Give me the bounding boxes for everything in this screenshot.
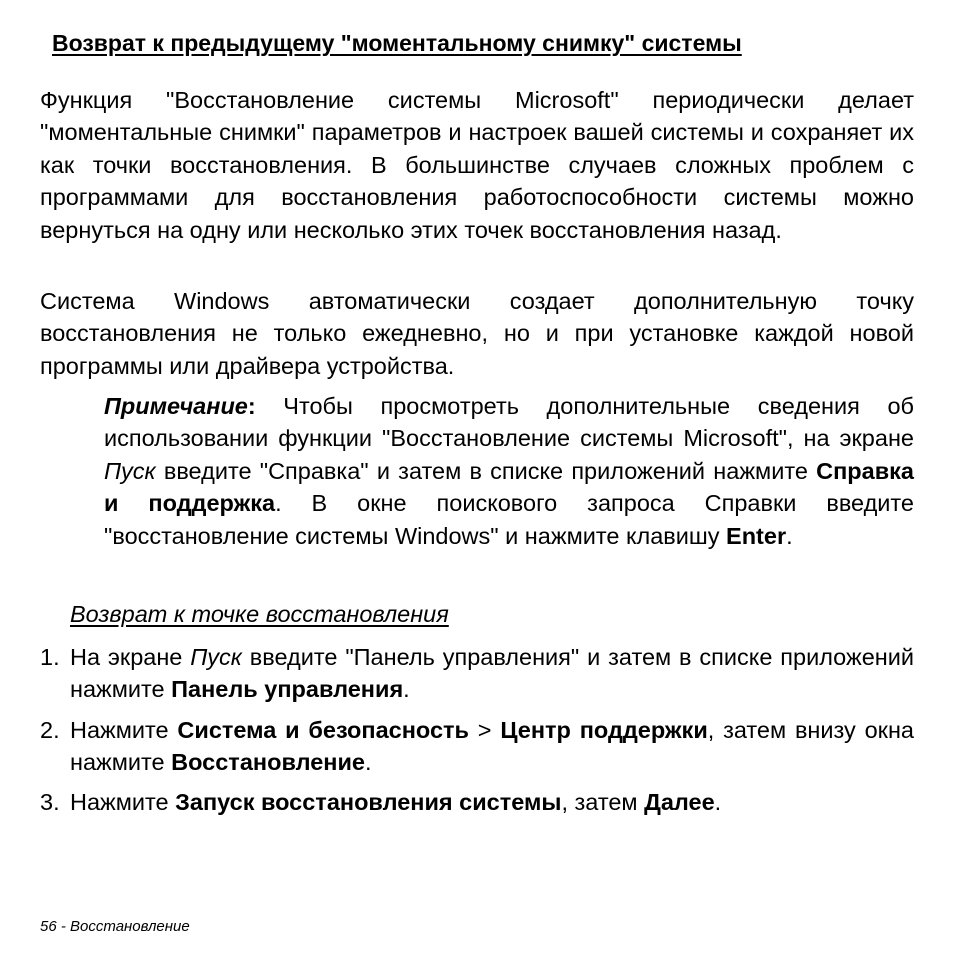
step-number: 3. [40,789,60,815]
enter-key-ref: Enter [726,522,787,549]
restore-point-subheading: Возврат к точке восстановления [70,601,449,627]
page-title: Возврат к предыдущему "моментальному снимку" системы [52,30,742,56]
intro-paragraph: Функция "Восстановление системы Microsoft" периодически делает "моментальные снимки" параметров и настроек вашей системы и сохраняет их как точки восстановления. В большинстве случаев сложных проблем с программами для восстановления работоспособности системы можно вернуться на одну или несколько этих точек восстановления назад. [40,87,914,243]
step-number: 2. [40,717,60,743]
note-label: Примечание [104,393,248,419]
step-1 [40,641,914,706]
step-number: 1. [40,644,60,670]
step-3 [40,786,914,818]
help-support-ref: Справка и поддержка [104,457,914,517]
step-text: Нажмите Запуск восстановления системы, затем Далее. [70,789,722,815]
note-block: Примечание: Чтобы просмотреть дополнительные сведения об использовании функции "Восстановление системы Microsoft", на экране Пуск введите "Справка" и затем в списке приложений нажмите Справка и поддержка. В окне поискового запроса Справки введите "восстановление системы Windows" и нажмите клавишу Enter. [104,393,914,549]
recovery-ref: Восстановление [171,749,365,776]
control-panel-ref: Панель управления [171,676,404,703]
windows-paragraph: Система Windows автоматически создает дополнительную точку восстановления не только ежедневно, но и при установке каждой новой программы или драйвера устройства. [40,288,914,379]
next-ref: Далее [644,789,715,815]
step-2 [40,714,914,779]
page-footer: 56 - Восстановление [40,918,190,935]
open-system-restore-ref: Запуск восстановления системы [175,789,562,815]
action-center-ref: Центр поддержки [500,717,708,743]
system-security-ref: Система и безопасность [177,717,469,743]
start-screen-ref: Пуск [190,644,242,670]
start-screen-ref: Пуск [104,457,156,484]
step-text: На экране Пуск введите "Панель управления" и затем в списке приложений нажмите Панель управления. [70,644,914,703]
step-text: Нажмите Система и безопасность > Центр поддержки, затем внизу окна нажмите Восстановление. [70,717,914,776]
